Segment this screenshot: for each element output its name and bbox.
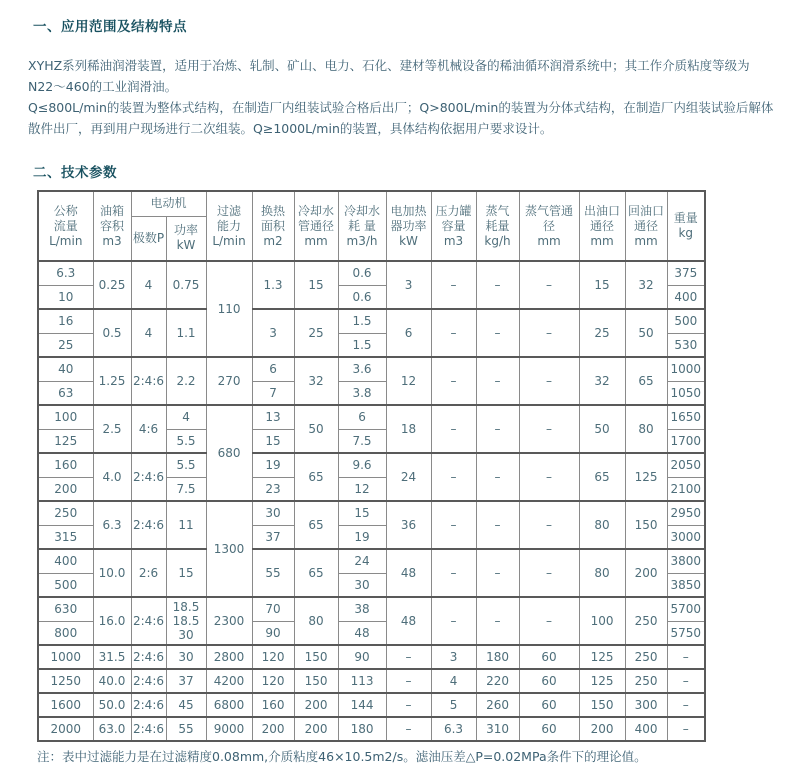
table-cell: 16 bbox=[38, 309, 93, 333]
table-cell: 375 bbox=[667, 261, 705, 285]
table-cell: – bbox=[519, 309, 579, 357]
table-cell: 310 bbox=[476, 717, 519, 741]
table-cell: 65 bbox=[294, 549, 338, 597]
table-cell: 1650 bbox=[667, 405, 705, 429]
table-row bbox=[38, 693, 705, 717]
table-cell: 530 bbox=[667, 333, 705, 357]
table-cell: 6.3 bbox=[38, 261, 93, 285]
table-cell: 3 bbox=[431, 645, 476, 669]
table-cell: 90 bbox=[252, 621, 294, 645]
table-cell: 9.6 bbox=[338, 453, 386, 477]
table-cell: 32 bbox=[579, 357, 625, 405]
table-cell: 250 bbox=[625, 597, 667, 645]
table-cell: 15 bbox=[252, 429, 294, 453]
table-cell: 9000 bbox=[206, 717, 252, 741]
table-cell: 125 bbox=[579, 669, 625, 693]
table-cell: 6 bbox=[338, 405, 386, 429]
table-cell: 160 bbox=[38, 453, 93, 477]
table-cell: 630 bbox=[38, 597, 93, 621]
table-cell: 200 bbox=[625, 549, 667, 597]
table-cell: 3000 bbox=[667, 525, 705, 549]
table-cell: 1600 bbox=[38, 693, 93, 717]
table-cell: 18.5 18.5 30 bbox=[166, 597, 206, 645]
table-cell: 3800 bbox=[667, 549, 705, 573]
table-cell: 1.5 bbox=[338, 309, 386, 333]
table-cell: – bbox=[476, 261, 519, 309]
table-body bbox=[38, 261, 705, 741]
table-cell: 2.2 bbox=[166, 357, 206, 405]
table-cell: 1000 bbox=[38, 645, 93, 669]
table-cell: 50 bbox=[625, 309, 667, 357]
table-cell: – bbox=[476, 549, 519, 597]
table-header-cell: 冷却水 管通径 mm bbox=[294, 191, 338, 261]
table-cell: 200 bbox=[252, 717, 294, 741]
table-cell: 2950 bbox=[667, 501, 705, 525]
table-row bbox=[38, 309, 705, 333]
intro-line: XYHZ系列稀油润滑装置，适用于冶炼、轧制、矿山、电力、石化、建材等机械设备的稀油循环润滑系统中；其工作介质粘度等级为 bbox=[28, 58, 750, 73]
table-cell: – bbox=[667, 669, 705, 693]
table-cell: – bbox=[431, 309, 476, 357]
table-cell: 65 bbox=[579, 453, 625, 501]
table-cell: 32 bbox=[294, 357, 338, 405]
table-cell: 180 bbox=[338, 717, 386, 741]
table-row bbox=[38, 645, 705, 669]
table-cell: 40 bbox=[38, 357, 93, 381]
table-cell: 80 bbox=[625, 405, 667, 453]
table-cell: 100 bbox=[38, 405, 93, 429]
table-cell: 250 bbox=[38, 501, 93, 525]
table-cell: – bbox=[386, 717, 431, 741]
table-cell: 3.8 bbox=[338, 381, 386, 405]
table-cell: 2:6 bbox=[131, 549, 166, 597]
table-cell: 0.75 bbox=[166, 261, 206, 309]
table-header-row bbox=[38, 191, 705, 216]
table-cell: – bbox=[476, 405, 519, 453]
table-cell: 16.0 bbox=[93, 597, 131, 645]
table-cell: 65 bbox=[294, 501, 338, 549]
table-head bbox=[38, 191, 705, 261]
table-cell: 500 bbox=[667, 309, 705, 333]
table-cell: – bbox=[476, 501, 519, 549]
table-cell: 4 bbox=[431, 669, 476, 693]
table-cell: 7.5 bbox=[166, 477, 206, 501]
table-cell: 500 bbox=[38, 573, 93, 597]
table-cell: 200 bbox=[294, 693, 338, 717]
table-row bbox=[38, 549, 705, 573]
intro-line: 散件出厂，再到用户现场进行二次组装。Q≥1000L/min的装置，具体结构依据用户要求设计。 bbox=[28, 121, 553, 136]
table-cell: – bbox=[519, 453, 579, 501]
table-cell: 24 bbox=[386, 453, 431, 501]
table-cell: 2:4:6 bbox=[131, 693, 166, 717]
table-header-cell: 换热 面积 m2 bbox=[252, 191, 294, 261]
table-header-cell: 出油口 通径 mm bbox=[579, 191, 625, 261]
table-cell: 7 bbox=[252, 381, 294, 405]
table-cell: 0.25 bbox=[93, 261, 131, 309]
table-cell: 5.5 bbox=[166, 429, 206, 453]
table-cell: 12 bbox=[338, 477, 386, 501]
table-cell: 1.5 bbox=[338, 333, 386, 357]
table-cell: 2:4:6 bbox=[131, 669, 166, 693]
table-cell: 15 bbox=[338, 501, 386, 525]
table-row bbox=[38, 669, 705, 693]
table-row bbox=[38, 261, 705, 285]
table-cell: 15 bbox=[579, 261, 625, 309]
table-cell: 4200 bbox=[206, 669, 252, 693]
table-cell: 3 bbox=[252, 309, 294, 357]
table-cell: 19 bbox=[252, 453, 294, 477]
section1-title: 一、应用范围及结构特点 bbox=[33, 19, 187, 35]
table-footnote: 注：表中过滤能力是在过滤精度0.08mm,介质粘度46×10.5m2/s。滤油压差△P=0.02MPa条件下的理论值。 bbox=[37, 749, 647, 764]
table-cell: 5 bbox=[431, 693, 476, 717]
table-header-cell: 蒸气 耗量 kg/h bbox=[476, 191, 519, 261]
table-cell: 120 bbox=[252, 645, 294, 669]
table-cell: 120 bbox=[252, 669, 294, 693]
table-cell: 1.3 bbox=[252, 261, 294, 309]
table-cell: 23 bbox=[252, 477, 294, 501]
table-cell: 6800 bbox=[206, 693, 252, 717]
table-cell: – bbox=[476, 309, 519, 357]
table-cell: 2050 bbox=[667, 453, 705, 477]
table-cell: 80 bbox=[579, 501, 625, 549]
table-cell: 2:4:6 bbox=[131, 597, 166, 645]
table-cell: 50 bbox=[579, 405, 625, 453]
table-cell: 1.25 bbox=[93, 357, 131, 405]
table-cell: 2800 bbox=[206, 645, 252, 669]
table-cell: 125 bbox=[625, 453, 667, 501]
table-cell: 200 bbox=[38, 477, 93, 501]
table-cell: 18 bbox=[386, 405, 431, 453]
table-header-cell: 公称 流量 L/min bbox=[38, 191, 93, 261]
table-cell: 260 bbox=[476, 693, 519, 717]
table-cell: 125 bbox=[38, 429, 93, 453]
table-cell: 150 bbox=[625, 501, 667, 549]
table-cell: 315 bbox=[38, 525, 93, 549]
table-cell: – bbox=[519, 357, 579, 405]
table-cell: 2300 bbox=[206, 597, 252, 645]
table-cell: 31.5 bbox=[93, 645, 131, 669]
table-row bbox=[38, 717, 705, 741]
table-cell: 180 bbox=[476, 645, 519, 669]
table-cell: 38 bbox=[338, 597, 386, 621]
tech-params-table bbox=[37, 190, 706, 742]
table-cell: 63 bbox=[38, 381, 93, 405]
table-cell: 25 bbox=[294, 309, 338, 357]
table-header-cell: 功率 kW bbox=[166, 216, 206, 261]
table-row bbox=[38, 357, 705, 381]
table-cell: 4.0 bbox=[93, 453, 131, 501]
table-cell: 15 bbox=[294, 261, 338, 309]
table-cell: 45 bbox=[166, 693, 206, 717]
table-cell: – bbox=[519, 549, 579, 597]
table-cell: 15 bbox=[166, 549, 206, 597]
table-row bbox=[38, 405, 705, 429]
table-cell: 30 bbox=[338, 573, 386, 597]
table-cell: 30 bbox=[166, 645, 206, 669]
table-cell: 10.0 bbox=[93, 549, 131, 597]
table-header-cell: 过滤 能力 L/min bbox=[206, 191, 252, 261]
table-cell: 100 bbox=[579, 597, 625, 645]
table-cell: 250 bbox=[625, 669, 667, 693]
table-cell: 2100 bbox=[667, 477, 705, 501]
table-cell: – bbox=[431, 597, 476, 645]
table-cell: 5.5 bbox=[166, 453, 206, 477]
table-cell: 1050 bbox=[667, 381, 705, 405]
table-row bbox=[38, 597, 705, 621]
table-cell: 680 bbox=[206, 405, 252, 501]
table-cell: – bbox=[431, 549, 476, 597]
table-header-cell: 电动机 bbox=[131, 191, 206, 216]
table-cell: – bbox=[667, 717, 705, 741]
table-cell: 0.6 bbox=[338, 285, 386, 309]
table-cell: 6.3 bbox=[431, 717, 476, 741]
table-cell: 48 bbox=[338, 621, 386, 645]
table-cell: 4 bbox=[166, 405, 206, 429]
table-cell: 19 bbox=[338, 525, 386, 549]
table-cell: 3 bbox=[386, 261, 431, 309]
table-cell: 160 bbox=[252, 693, 294, 717]
table-cell: 113 bbox=[338, 669, 386, 693]
table-cell: – bbox=[519, 597, 579, 645]
table-cell: 270 bbox=[206, 357, 252, 405]
table-cell: 2.5 bbox=[93, 405, 131, 453]
table-cell: 40.0 bbox=[93, 669, 131, 693]
table-cell: 6.3 bbox=[93, 501, 131, 549]
table-cell: – bbox=[386, 693, 431, 717]
table-cell: 70 bbox=[252, 597, 294, 621]
table-cell: 37 bbox=[166, 669, 206, 693]
table-cell: 2:4:6 bbox=[131, 453, 166, 501]
table-cell: 4 bbox=[131, 309, 166, 357]
table-cell: – bbox=[386, 645, 431, 669]
table-cell: – bbox=[431, 405, 476, 453]
table-cell: 80 bbox=[579, 549, 625, 597]
table-cell: 2:4:6 bbox=[131, 717, 166, 741]
table-cell: 7.5 bbox=[338, 429, 386, 453]
table-cell: 55 bbox=[252, 549, 294, 597]
table-cell: 1300 bbox=[206, 501, 252, 597]
intro-paragraph bbox=[28, 55, 774, 139]
table-cell: – bbox=[476, 357, 519, 405]
table-cell: 6 bbox=[252, 357, 294, 381]
table-cell: 2:4:6 bbox=[131, 645, 166, 669]
table-cell: 1.1 bbox=[166, 309, 206, 357]
table-cell: 5750 bbox=[667, 621, 705, 645]
table-cell: 1000 bbox=[667, 357, 705, 381]
table-header-cell: 冷却水 耗 量 m3/h bbox=[338, 191, 386, 261]
table-cell: 300 bbox=[625, 693, 667, 717]
table-cell: – bbox=[667, 645, 705, 669]
table-cell: 1250 bbox=[38, 669, 93, 693]
table-cell: 3.6 bbox=[338, 357, 386, 381]
table-cell: 63.0 bbox=[93, 717, 131, 741]
table-row bbox=[38, 501, 705, 525]
table-cell: 11 bbox=[166, 501, 206, 549]
table-cell: 2:4:6 bbox=[131, 501, 166, 549]
table-cell: 200 bbox=[294, 717, 338, 741]
table-cell: 110 bbox=[206, 261, 252, 357]
table-cell: 12 bbox=[386, 357, 431, 405]
table-cell: 60 bbox=[519, 693, 579, 717]
table-cell: 50.0 bbox=[93, 693, 131, 717]
table-cell: 90 bbox=[338, 645, 386, 669]
table-header-cell: 压力罐 容量 m3 bbox=[431, 191, 476, 261]
table-cell: – bbox=[519, 501, 579, 549]
table-cell: 80 bbox=[294, 597, 338, 645]
table-header-cell: 油箱 容积 m3 bbox=[93, 191, 131, 261]
table-cell: 5700 bbox=[667, 597, 705, 621]
table-cell: 32 bbox=[625, 261, 667, 309]
table-cell: 10 bbox=[38, 285, 93, 309]
table-cell: – bbox=[519, 405, 579, 453]
table-cell: 48 bbox=[386, 549, 431, 597]
table-cell: 800 bbox=[38, 621, 93, 645]
table-cell: – bbox=[667, 693, 705, 717]
table-cell: 144 bbox=[338, 693, 386, 717]
table-header-cell: 回油口 通径 mm bbox=[625, 191, 667, 261]
table-cell: 48 bbox=[386, 597, 431, 645]
table-cell: 65 bbox=[294, 453, 338, 501]
table-cell: 65 bbox=[625, 357, 667, 405]
table-cell: 50 bbox=[294, 405, 338, 453]
table-cell: 400 bbox=[38, 549, 93, 573]
table-cell: 4 bbox=[131, 261, 166, 309]
table-cell: – bbox=[476, 453, 519, 501]
table-cell: 150 bbox=[294, 645, 338, 669]
table-cell: 60 bbox=[519, 669, 579, 693]
table-cell: 2:4:6 bbox=[131, 357, 166, 405]
table-header-cell: 蒸气管通 径 mm bbox=[519, 191, 579, 261]
table-cell: 24 bbox=[338, 549, 386, 573]
table-cell: 150 bbox=[579, 693, 625, 717]
table-cell: 250 bbox=[625, 645, 667, 669]
table-cell: 150 bbox=[294, 669, 338, 693]
table-cell: 2000 bbox=[38, 717, 93, 741]
intro-line: Q≤800L/min的装置为整体式结构，在制造厂内组装试验合格后出厂；Q>800L/min的装置为分体式结构，在制造厂内组装试验后解体 bbox=[28, 100, 774, 115]
table-cell: 55 bbox=[166, 717, 206, 741]
table-cell: – bbox=[431, 501, 476, 549]
table-header-cell: 极数P bbox=[131, 216, 166, 261]
table-cell: 25 bbox=[38, 333, 93, 357]
table-cell: 400 bbox=[667, 285, 705, 309]
table-cell: 220 bbox=[476, 669, 519, 693]
table-cell: – bbox=[431, 453, 476, 501]
table-cell: 60 bbox=[519, 717, 579, 741]
table-cell: – bbox=[476, 597, 519, 645]
intro-line: N22～460的工业润滑油。 bbox=[28, 79, 178, 94]
table-cell: 37 bbox=[252, 525, 294, 549]
table-cell: 1700 bbox=[667, 429, 705, 453]
table-cell: – bbox=[431, 357, 476, 405]
table-cell: 0.6 bbox=[338, 261, 386, 285]
table-header-cell: 重量 kg bbox=[667, 191, 705, 261]
table-cell: – bbox=[431, 261, 476, 309]
table-row bbox=[38, 453, 705, 477]
table-header-cell: 电加热 器功率 kW bbox=[386, 191, 431, 261]
table-cell: 6 bbox=[386, 309, 431, 357]
table-cell: 200 bbox=[579, 717, 625, 741]
table-cell: 400 bbox=[625, 717, 667, 741]
table-cell: 60 bbox=[519, 645, 579, 669]
table-cell: 3850 bbox=[667, 573, 705, 597]
table-cell: 0.5 bbox=[93, 309, 131, 357]
table-cell: – bbox=[519, 261, 579, 309]
table-cell: – bbox=[386, 669, 431, 693]
table-cell: 36 bbox=[386, 501, 431, 549]
table-cell: 4:6 bbox=[131, 405, 166, 453]
table-cell: 13 bbox=[252, 405, 294, 429]
table-cell: 125 bbox=[579, 645, 625, 669]
section2-title: 二、技术参数 bbox=[33, 165, 117, 181]
table-cell: 30 bbox=[252, 501, 294, 525]
table-cell: 25 bbox=[579, 309, 625, 357]
